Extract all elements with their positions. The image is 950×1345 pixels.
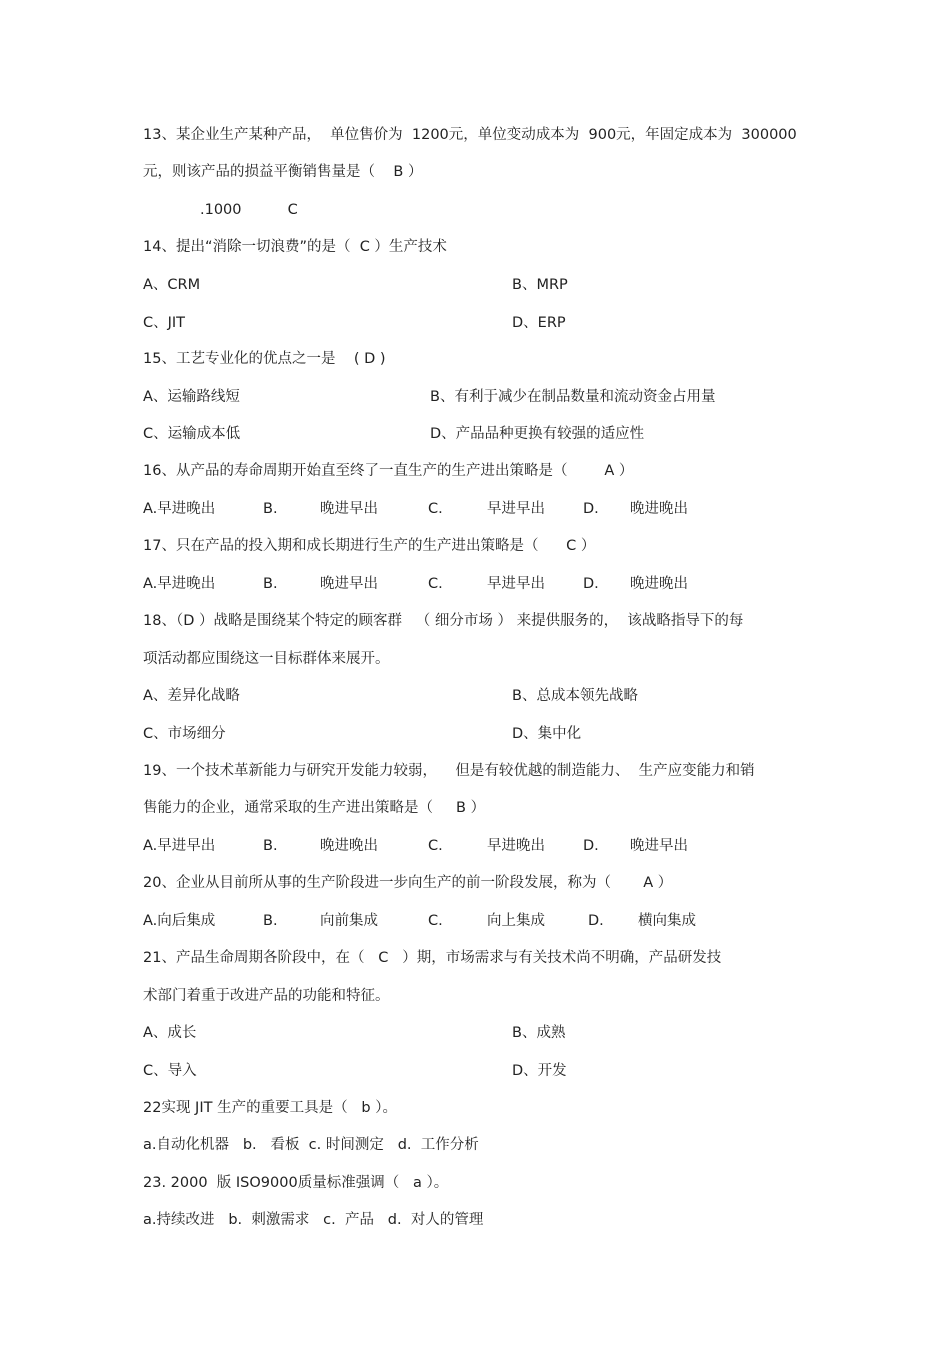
q19-option-d-letter: D. [583, 838, 599, 854]
q13-line1: 13、某企业生产某种产品， 单位售价为 1200元，单位变动成本为 900元，年固定成本为 300000 [143, 127, 797, 143]
q20-option-d-text: 横向集成 [638, 913, 696, 929]
q17-option-a: A.早进晚出 [143, 576, 216, 592]
q16-option-d-letter: D. [583, 501, 599, 517]
q16-option-a: A.早进晚出 [143, 501, 216, 517]
q21-option-b: B、成熟 [512, 1025, 566, 1041]
q15-stem: 15、工艺专业化的优点之一是 ( D ) [143, 351, 386, 367]
q15-option-b: B、有利于减少在制品数量和流动资金占用量 [430, 389, 716, 405]
q19-option-c-text: 早进晚出 [487, 838, 545, 854]
q15-option-a: A、运输路线短 [143, 389, 240, 405]
q21-option-d: D、开发 [512, 1063, 567, 1079]
q18-line1: 18、（D ）战略是围绕某个特定的顾客群 （ 细分市场 ） 来提供服务的， 该战略指导下的每 [143, 613, 744, 629]
q17-option-d-text: 晚进晚出 [630, 576, 688, 592]
q17-option-d-letter: D. [583, 576, 599, 592]
q18-line2: 项活动都应围绕这一目标群体来展开。 [143, 651, 390, 667]
q17-stem: 17、只在产品的投入期和成长期进行生产的生产进出策略是（ C ） [143, 538, 596, 554]
q21-option-a: A、成长 [143, 1025, 197, 1041]
q20-option-c-letter: C. [428, 913, 443, 929]
q21-option-c: C、导入 [143, 1063, 197, 1079]
q19-option-b-letter: B. [263, 838, 278, 854]
q22-options: a.自动化机器 b. 看板 c. 时间测定 d. 工作分析 [143, 1137, 479, 1153]
q18-option-a: A、差异化战略 [143, 688, 240, 704]
q16-option-c-letter: C. [428, 501, 443, 517]
q13-line2: 元，则该产品的损益平衡销售量是（ B ） [143, 164, 423, 180]
q16-stem: 16、从产品的寿命周期开始直至终了一直生产的生产进出策略是（ A ） [143, 463, 634, 479]
q14-option-d: D、ERP [512, 315, 566, 331]
q19-option-c-letter: C. [428, 838, 443, 854]
q14-option-a: A、CRM [143, 277, 201, 293]
q18-option-d: D、集中化 [512, 726, 582, 742]
q23-stem: 23. 2000 版 ISO9000质量标准强调（ a ）。 [143, 1175, 449, 1191]
q19-option-b-text: 晚进晚出 [320, 838, 378, 854]
q17-option-b-text: 晚进早出 [320, 576, 378, 592]
q15-option-d: D、产品品种更换有较强的适应性 [430, 426, 645, 442]
q20-option-b-text: 向前集成 [320, 913, 378, 929]
q18-option-b: B、总成本领先战略 [512, 688, 638, 704]
q20-stem: 20、企业从目前所从事的生产阶段进一步向生产的前一阶段发展，称为（ A ） [143, 875, 673, 891]
q18-option-c: C、市场细分 [143, 726, 226, 742]
q16-option-c-text: 早进早出 [487, 501, 545, 517]
q16-option-b-letter: B. [263, 501, 278, 517]
q23-options: a.持续改进 b. 刺激需求 c. 产品 d. 对人的管理 [143, 1212, 484, 1228]
q16-option-d-text: 晚进晚出 [630, 501, 688, 517]
q14-option-b: B、MRP [512, 277, 568, 293]
q19-line2: 售能力的企业，通常采取的生产进出策略是（ B ） [143, 800, 486, 816]
q14-option-c: C、JIT [143, 315, 186, 331]
q20-option-b-letter: B. [263, 913, 278, 929]
q14-stem: 14、提出“消除一切浪费”的是（ C ）生产技术 [143, 239, 447, 255]
q19-line1: 19、一个技术革新能力与研究开发能力较弱， 但是有较优越的制造能力、 生产应变能力和销 [143, 763, 755, 779]
q20-option-d-letter: D. [588, 913, 604, 929]
q17-option-c-letter: C. [428, 576, 443, 592]
q20-option-a: A.向后集成 [143, 913, 216, 929]
q20-option-c-text: 向上集成 [487, 913, 545, 929]
q17-option-c-text: 早进早出 [487, 576, 545, 592]
q19-option-d-text: 晚进早出 [630, 838, 688, 854]
q15-option-c: C、运输成本低 [143, 426, 241, 442]
q21-line2: 术部门着重于改进产品的功能和特征。 [143, 988, 390, 1004]
q17-option-b-letter: B. [263, 576, 278, 592]
q13-options: .1000 C [200, 202, 298, 218]
q21-line1: 21、产品生命周期各阶段中，在（ C ）期，市场需求与有关技术尚不明确，产品研发技 [143, 950, 722, 966]
q16-option-b-text: 晚进早出 [320, 501, 378, 517]
q19-option-a: A.早进早出 [143, 838, 216, 854]
q22-stem: 22实现 JIT 生产的重要工具是（ b ）。 [143, 1100, 397, 1116]
